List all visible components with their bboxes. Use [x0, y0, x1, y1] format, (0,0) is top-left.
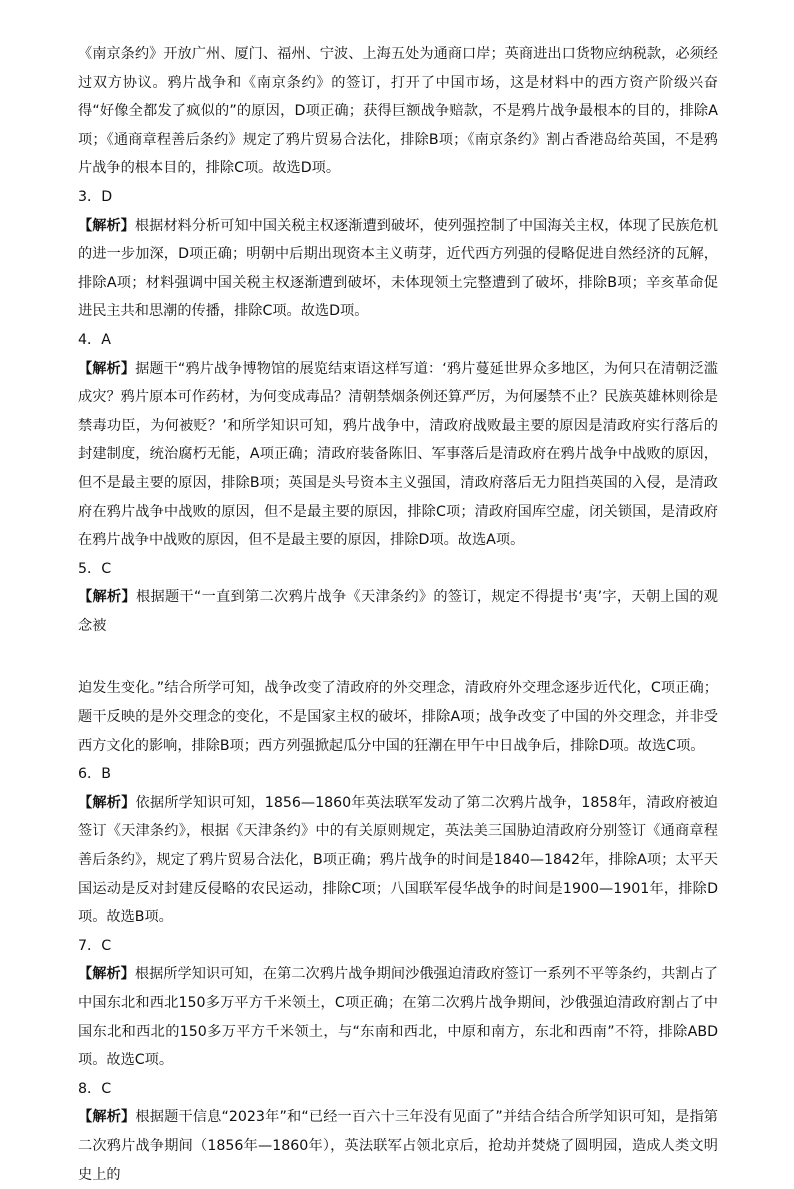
paragraph-text: 3．D: [78, 188, 113, 205]
explanation-tag: 【解析】: [78, 589, 136, 606]
paragraph-text: 迫发生变化。”结合所学可知，战争改变了清政府的外交理念，清政府外交理念逐步近代化，C项正确；题干反映的是外交理念的变化，不是国家主权的破坏，排除A项；战争改变了中国的外交理念，并非受西方文化的影响，排除B项；西方列强掀起瓜分中国的狂潮在甲午中日战争后，排除D项。故选C项。: [78, 680, 718, 754]
paragraph-text: 5．C: [78, 560, 112, 577]
paragraph-text: 7．C: [78, 937, 112, 954]
explanation-paragraph: [78, 960, 718, 1074]
paragraph-text: 《南京条约》开放广州、厦门、福州、宁波、上海五处为通商口岸；英商进出口货物应纳税款，必须经过双方协议。鸦片战争和《南京条约》的签订，打开了中国市场，这是材料中的西方资产阶级兴奋得“好像全都发了疯似的”的原因，D项正确；获得巨额战争赔款，不是鸦片战争最根本的目的，排除A项；《通商章程善后条约》规定了鸦片贸易合法化，排除B项；《南京条约》割占香港岛给英国，不是鸦片战争的根本目的，排除C项。故选D项。: [78, 46, 718, 177]
explanation-paragraph: [78, 674, 718, 760]
explanation-paragraph: [78, 355, 718, 555]
paragraph-text: 4．A: [78, 331, 111, 348]
paragraph-text: 根据材料分析可知中国关税主权逐渐遭到破坏，使列强控制了中国海关主权，体现了民族危机的进一步加深，D项正确；明朝中后期出现资本主义萌芽，近代西方列强的侵略促进自然经济的瓦解，排除A项；材料强调中国关税主权逐渐遭到破坏，未体现领土完整遭到了破坏，排除B项；辛亥革命促进民主共和思潮的传播，排除C项。故选D项。: [78, 217, 718, 320]
paragraph-text: 据题干“鸦片战争博物馆的展览结束语这样写道：‘鸦片蔓延世界众多地区，为何只在清朝泛滥成灾？鸦片原本可作药材，为何变成毒品？清朝禁烟条例还算严厉，为何屡禁不止？民族英雄林则徐是禁毒功臣，为何被贬？’和所学知识可知，鸦片战争中，清政府战败最主要的原因是清政府实行落后的封建制度，统治腐朽无能，A项正确；清政府装备陈旧、军事落后是清政府在鸦片战争中战败的原因，但不是最主要的原因，排除B项；英国是头号资本主义强国，清政府落后无力阻挡英国的入侵，是清政府在鸦片战争中战败的原因，但不是最主要的原因，排除C项；清政府国库空虚，闭关锁国，是清政府在鸦片战争中战败的原因，但不是最主要的原因，排除D项。故选A项。: [78, 360, 718, 549]
page-gap: [78, 640, 718, 674]
paragraph-text: 8．C: [78, 1080, 112, 1097]
explanation-paragraph: [78, 212, 718, 326]
document-page: [78, 40, 718, 1189]
explanation-tag: 【解析】: [78, 1109, 136, 1126]
answer-number: [78, 932, 718, 961]
paragraph-text: 根据题干“一直到第二次鸦片战争《天津条约》的签订，规定不得提书‘夷’字，天朝上国的观念被: [78, 589, 718, 634]
paragraph-text: 依据所学知识可知，1856—1860年英法联军发动了第二次鸦片战争，1858年，清政府被迫签订《天津条约》，根据《天津条约》中的有关原则规定，英法美三国胁迫清政府分别签订《通商章程善后条约》，规定了鸦片贸易合法化，B项正确；鸦片战争的时间是1840—1842年，排除A项；太平天国运动是反对封建反侵略的农民运动，排除C项；八国联军侵华战争的时间是1900—1901年，排除D项。故选B项。: [78, 794, 718, 926]
explanation-paragraph: [78, 789, 718, 932]
explanation-paragraph: [78, 1103, 718, 1189]
paragraph-text: 根据题干信息“2023年”和“已经一百六十三年没有见面了”并结合结合所学知识可知，是指第二次鸦片战争期间（1856年—1860年），英法联军占领北京后，抢劫并焚烧了圆明园，造成人类文明史上的: [78, 1109, 718, 1183]
answer-number: [78, 555, 718, 584]
explanation-tag: 【解析】: [78, 217, 135, 234]
answer-number: [78, 326, 718, 355]
paragraph-text: 根据所学知识可知，在第二次鸦片战争期间沙俄强迫清政府签订一系列不平等条约，共割占了中国东北和西北150多万平方千米领土，C项正确；在第二次鸦片战争期间，沙俄强迫清政府割占了中国东北和西北的150多万平方千米领土，与“东南和西北，中原和南方，东北和西南”不符，排除ABD项。故选C项。: [78, 966, 718, 1069]
explanation-paragraph: [78, 40, 718, 183]
paragraph-text: 6．B: [78, 766, 111, 783]
answer-number: [78, 183, 718, 212]
answer-number: [78, 760, 718, 789]
explanation-paragraph: [78, 583, 718, 640]
explanation-tag: 【解析】: [78, 966, 135, 983]
answer-number: [78, 1075, 718, 1104]
explanation-tag: 【解析】: [78, 360, 136, 377]
explanation-tag: 【解析】: [78, 794, 136, 811]
